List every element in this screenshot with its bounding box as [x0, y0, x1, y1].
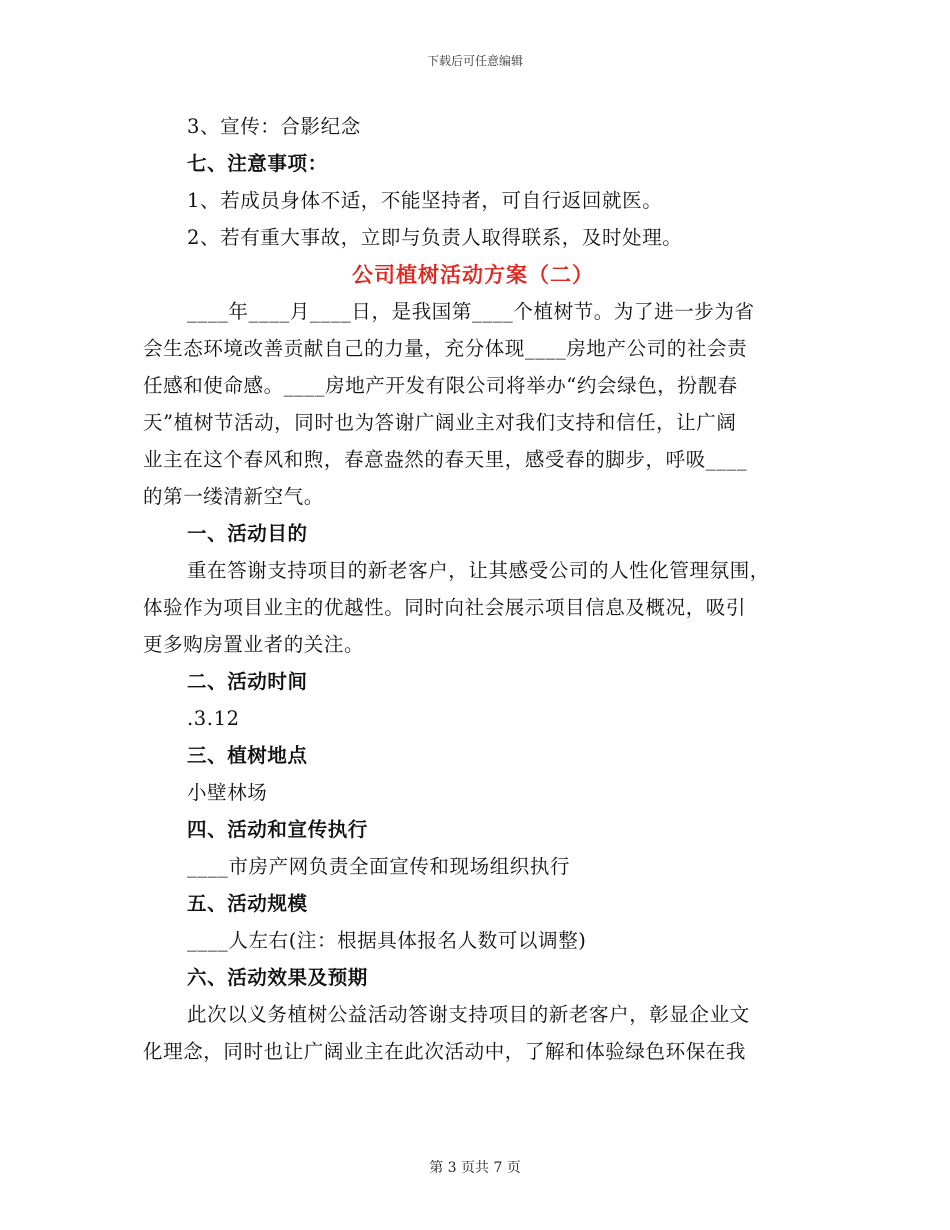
paragraph-line: 天”植树节活动，同时也为答谢广阔业主对我们支持和信任，让广阔: [143, 411, 737, 434]
paragraph-line: 的第一缕清新空气。: [143, 485, 324, 508]
document-title: 公司植树活动方案（二）: [352, 262, 594, 287]
section-heading: 二、活动时间: [187, 670, 308, 693]
paragraph-line: 此次以义务植树公益活动答谢支持项目的新老客户，彰显企业文: [187, 1003, 750, 1026]
paragraph-line: 任感和使命感。____房地产开发有限公司将举办“约会绿色，扮靓春: [143, 374, 738, 397]
intro-paragraph: [143, 293, 803, 515]
purpose-paragraph: [143, 552, 803, 663]
paragraph-line: 体验作为项目业主的优越性。同时向社会展示项目信息及概况，吸引: [143, 596, 747, 619]
section-heading: 一、活动目的: [187, 522, 308, 545]
list-item: 1、若成员身体不适，不能坚持者，可自行返回就医。: [187, 189, 663, 212]
paragraph-line: 化理念，同时也让广阔业主在此次活动中，了解和体验绿色环保在我: [143, 1040, 747, 1063]
paragraph-line: 更多购房置业者的关注。: [143, 633, 365, 656]
paragraph-line: 会生态环境改善贡献自己的力量，充分体现____房地产公司的社会责: [143, 337, 748, 360]
paragraph-line: ____年____月____日，是我国第____个植树节。为了进一步为省: [187, 300, 755, 323]
section-text: .3.12: [187, 707, 240, 730]
section-text: ____市房产网负责全面宣传和现场组织执行: [187, 855, 571, 878]
list-item: 2、若有重大事故，立即与负责人取得联系，及时处理。: [187, 226, 683, 249]
page-header-note: 下载后可任意编辑: [426, 54, 523, 68]
section-heading: 五、活动规模: [187, 892, 308, 915]
page-number: 第 3 页共 7 页: [429, 1160, 521, 1176]
paragraph-line: 业主在这个春风和煦，春意盎然的春天里，感受春的脚步，呼吸____: [143, 448, 748, 471]
effect-paragraph: [143, 996, 803, 1070]
section-text: 小壁林场: [187, 781, 268, 804]
section-heading: 六、活动效果及预期: [187, 966, 368, 989]
section-text: ____人左右(注：根据具体报名人数可以调整): [187, 929, 587, 952]
section-heading: 四、活动和宣传执行: [187, 818, 368, 841]
section-heading: 三、植树地点: [187, 744, 308, 767]
list-item: 3、宣传：合影纪念: [187, 115, 361, 138]
document-body: [143, 108, 803, 1070]
section-heading: 七、注意事项：: [187, 152, 328, 175]
paragraph-line: 重在答谢支持项目的新老客户，让其感受公司的人性化管理氛围，: [187, 559, 770, 582]
